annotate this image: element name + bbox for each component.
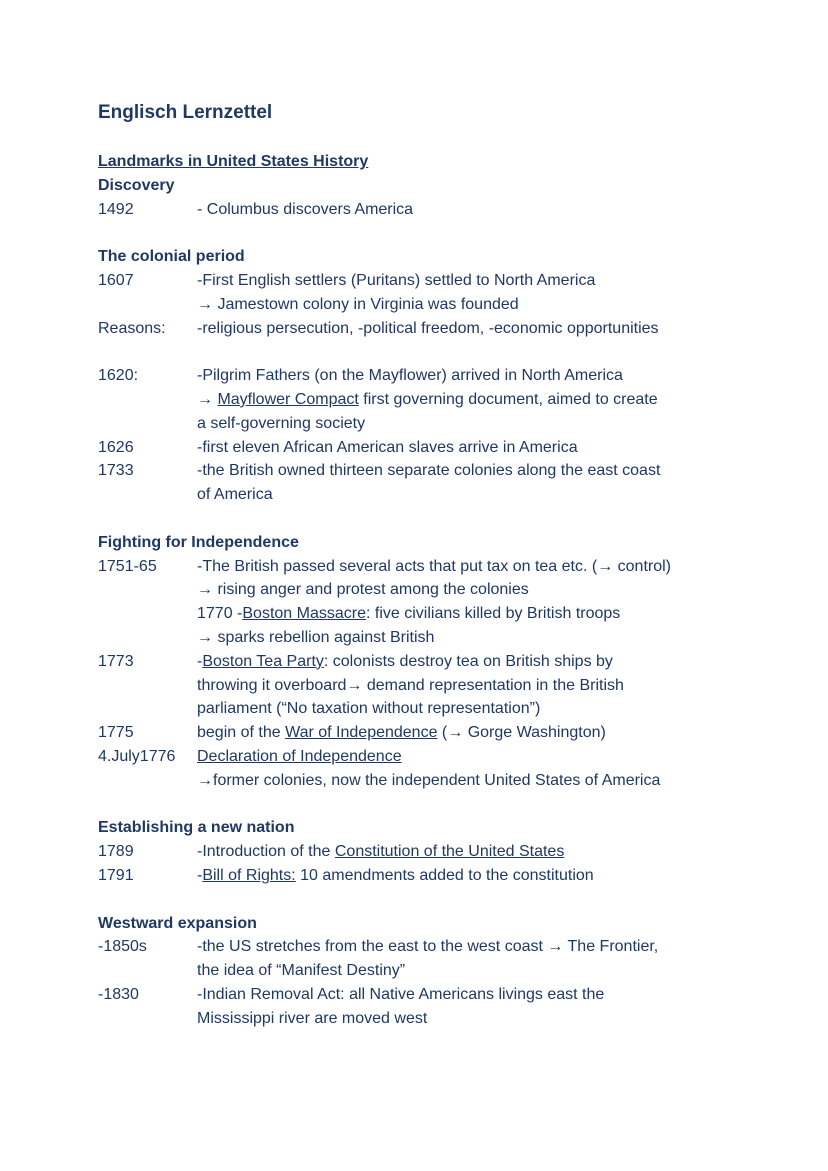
discovery-heading: Discovery — [98, 176, 175, 194]
entry-1850s-cont: the idea of “Manifest Destiny” — [197, 962, 406, 980]
entry-text: -Introduction of the — [197, 843, 335, 861]
landmarks-heading: Landmarks in United States History — [98, 153, 369, 170]
entry-date: 4.July1776 — [98, 747, 176, 765]
entry-1733 — [98, 459, 778, 483]
entry-text: - — [197, 866, 203, 884]
entry-text: - — [197, 652, 203, 670]
entry-date: 1775 — [98, 724, 134, 742]
entry-1775 — [98, 721, 778, 745]
document-page — [98, 100, 778, 1030]
boston-massacre-term: Boston Massacre — [242, 605, 366, 623]
entry-1620 — [98, 364, 778, 388]
entry-date: 1791 — [98, 866, 134, 884]
entry-text: first governing document, aimed to create — [358, 390, 658, 408]
entry-1620-sub — [98, 388, 778, 412]
entry-1776 — [98, 745, 778, 769]
entry-1770-sub: → sparks rebellion against British — [197, 628, 435, 646]
entry-text: : five civilians killed by British troops — [365, 605, 621, 623]
entry-text: (→ Gorge Washington) — [437, 724, 606, 742]
entry-1830 — [98, 983, 778, 1007]
entry-date: -1850s — [98, 938, 147, 956]
entry-1492 — [98, 198, 778, 222]
entry-date: 1607 — [98, 271, 134, 289]
war-of-independence-term: War of Independence — [285, 724, 438, 742]
entry-text: -the British owned thirteen separate colonies along the east coast — [197, 462, 661, 480]
entry-1773 — [98, 650, 778, 674]
entry-1733-cont: of America — [197, 486, 273, 504]
entry-1830-cont: Mississippi river are moved west — [197, 1009, 428, 1027]
entry-text: begin of the — [197, 724, 286, 742]
entry-text: -The British passed several acts that put tax on tea etc. (→ control) — [197, 557, 671, 575]
entry-date: 1620: — [98, 367, 139, 385]
entry-1751 — [98, 555, 778, 579]
entry-text: -Indian Removal Act: all Native Americans livings east the — [197, 985, 605, 1003]
entry-1626 — [98, 436, 778, 460]
spacer — [98, 507, 778, 531]
mayflower-compact-term: Mayflower Compact — [217, 390, 359, 408]
colonial-heading: The colonial period — [98, 248, 245, 266]
entry-date: 1751-65 — [98, 557, 157, 575]
entry-text: : colonists destroy tea on British ships by — [323, 652, 613, 670]
declaration-term: Declaration of Independence — [197, 747, 402, 765]
entry-1607-sub: → Jamestown colony in Virginia was founded — [197, 295, 519, 313]
spacer — [98, 793, 778, 817]
spacer — [98, 340, 778, 364]
reasons-label: Reasons: — [98, 319, 166, 337]
entry-date: -1830 — [98, 985, 139, 1003]
entry-1607 — [98, 269, 778, 293]
entry-date: 1733 — [98, 462, 134, 480]
independence-heading: Fighting for Independence — [98, 533, 299, 551]
constitution-term: Constitution of the United States — [334, 843, 565, 861]
document-title: Englisch Lernzettel — [98, 102, 273, 123]
reasons-line — [98, 317, 778, 341]
entry-date: 1492 — [98, 200, 134, 218]
entry-date: 1626 — [98, 438, 134, 456]
entry-text: -Pilgrim Fathers (on the Mayflower) arrived in North America — [197, 367, 623, 385]
entry-1620-cont: a self-governing society — [197, 414, 366, 432]
spacer — [98, 221, 778, 245]
entry-text: - Columbus discovers America — [197, 200, 414, 218]
arrow: → — [197, 390, 218, 408]
entry-1791 — [98, 864, 778, 888]
bill-of-rights-term: Bill of Rights: — [202, 866, 296, 884]
entry-date: 1773 — [98, 652, 134, 670]
entry-1773-cont: throwing it overboard→ demand representation in the British — [197, 676, 624, 694]
entry-text: 10 amendments added to the constitution — [295, 866, 594, 884]
entry-text: -first eleven African American slaves arrive in America — [197, 438, 578, 456]
entry-date: 1789 — [98, 843, 134, 861]
westward-heading: Westward expansion — [98, 914, 257, 932]
entry-text: -First English settlers (Puritans) settled to North America — [197, 271, 596, 289]
entry-1776-sub: →former colonies, now the independent United States of America — [197, 771, 661, 789]
entry-text: -the US stretches from the east to the west coast → The Frontier, — [197, 938, 659, 956]
entry-1773-cont: parliament (“No taxation without representation”) — [197, 700, 541, 718]
entry-1751-sub: → rising anger and protest among the colonies — [197, 581, 529, 599]
entry-1789 — [98, 840, 778, 864]
spacer — [98, 888, 778, 912]
entry-text: 1770 - — [197, 605, 243, 623]
nation-heading: Establishing a new nation — [98, 819, 295, 837]
entry-1850s — [98, 935, 778, 959]
entry-1770 — [98, 602, 778, 626]
boston-tea-party-term: Boston Tea Party — [202, 652, 324, 670]
reasons-text: -religious persecution, -political freedom, -economic opportunities — [197, 319, 659, 337]
